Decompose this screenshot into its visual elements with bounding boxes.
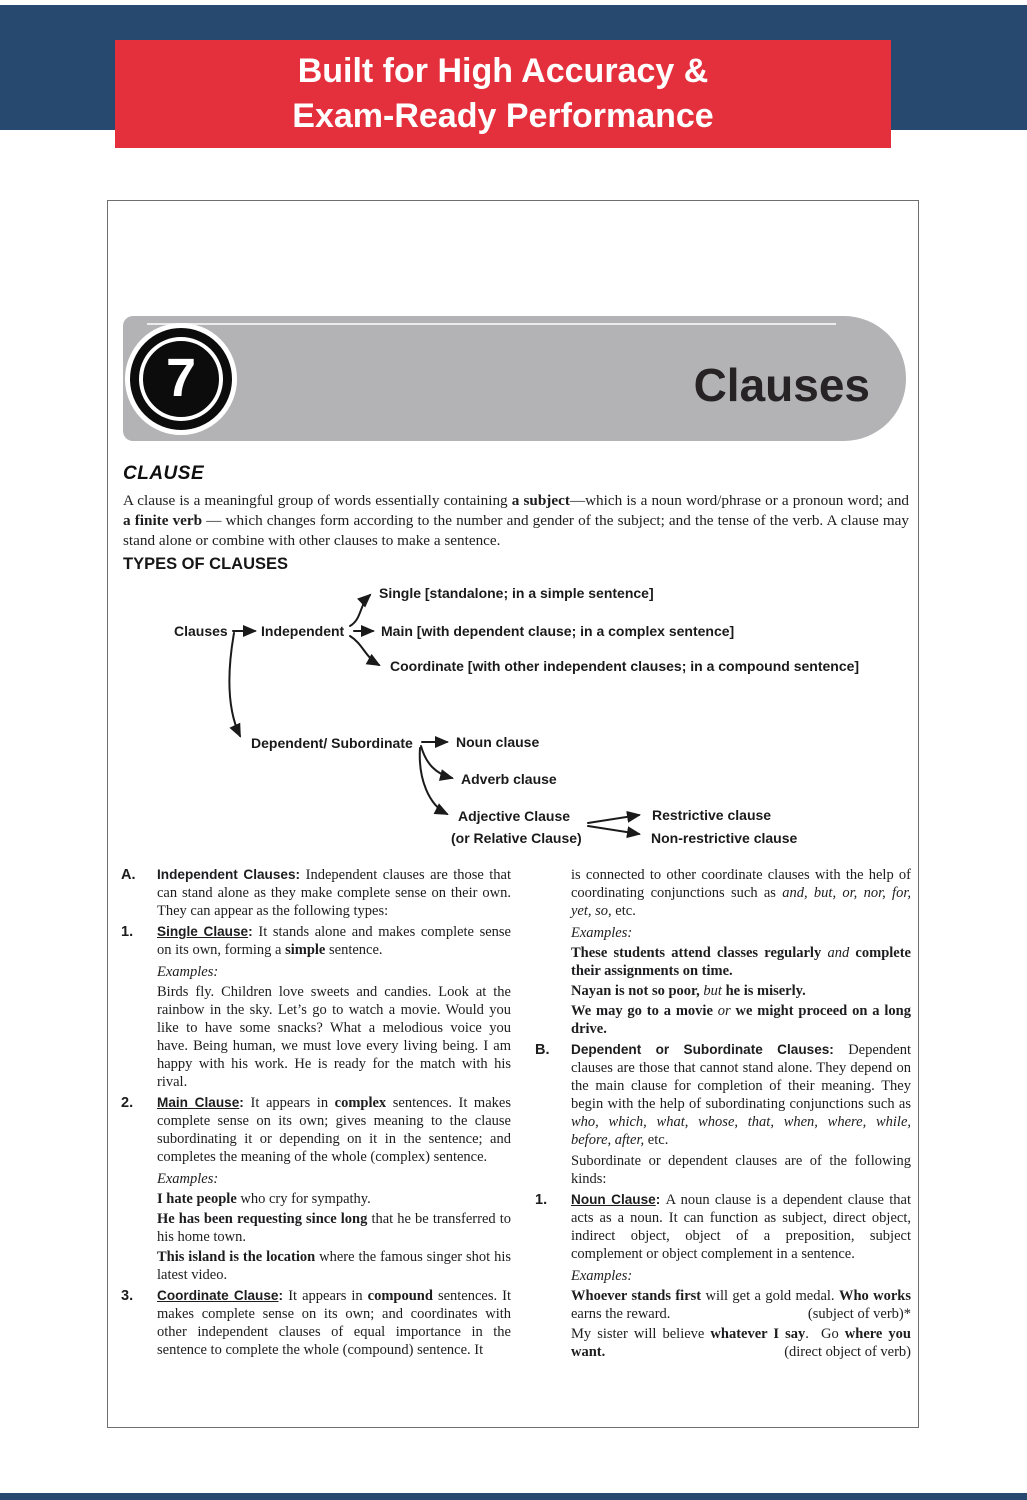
- list-marker: A.: [121, 867, 136, 883]
- diagram-node-adverb-clause: Adverb clause: [461, 771, 557, 787]
- text-run: :: [278, 1288, 289, 1303]
- text-run: , etc.: [608, 903, 636, 919]
- paragraph-text: [157, 1248, 511, 1284]
- list-marker: [121, 963, 157, 981]
- paragraph-text: [571, 944, 911, 980]
- text-run: and, but, or, nor, for, yet, so: [571, 885, 911, 919]
- diagram-node-independent: Independent: [261, 623, 345, 639]
- diagram-node-non-restrictive: Non-restrictive clause: [651, 830, 798, 846]
- text-run: Single Clause: [157, 924, 249, 939]
- text-run: My sister will believe: [571, 1326, 711, 1342]
- list-marker: [121, 1170, 157, 1188]
- subordinate-kinds-intro: [535, 1152, 911, 1188]
- diagram-node-adjective-clause: Adjective Clause: [458, 808, 571, 824]
- list-marker: [535, 1267, 571, 1285]
- right-column: [535, 863, 911, 1361]
- text-run: . Go: [805, 1326, 845, 1342]
- list-marker: [121, 1210, 157, 1246]
- paragraph-text: [571, 1191, 911, 1263]
- text-run: It appears in: [288, 1288, 368, 1304]
- annotation: (subject of verb)*: [807, 1306, 911, 1322]
- banner-line-1: Built for High Accuracy &: [297, 52, 709, 90]
- text-run: Nayan is not so poor,: [571, 983, 700, 999]
- diagram-node-coordinate: Coordinate [with other independent clauses; in a compound sentence]: [390, 658, 860, 674]
- text-run: Examples:: [571, 1268, 633, 1284]
- text-run: sentence.: [325, 942, 383, 958]
- text-run: who, which, what, whose, that, when, where, while, before, after,: [571, 1114, 911, 1148]
- paragraph-text: [157, 923, 511, 959]
- text-run: :: [655, 1192, 666, 1207]
- text-run: Examples:: [157, 1171, 219, 1187]
- paragraph-text: [571, 1002, 911, 1038]
- paragraph-text: [571, 1325, 911, 1361]
- list-marker: [121, 1190, 157, 1208]
- paragraph-text: [157, 1287, 511, 1359]
- text-run: Coordinate Clause: [157, 1288, 279, 1303]
- list-marker: B.: [535, 1042, 550, 1058]
- annotation: (direct object of verb): [784, 1344, 911, 1360]
- text-run: simple: [285, 942, 326, 958]
- example-sentence: [121, 1210, 511, 1246]
- paragraph-text: [157, 963, 511, 981]
- text-run: Birds fly. Children love sweets and candies. Look at the rainbow in the sky. Let’s go to watch a movie. Would you like to have some snacks? What a melodious voice you have. Being human, we must love every living being. I am happy with his work. He is ready for the match with his rival.: [157, 984, 511, 1090]
- chapter-title: Clauses: [693, 358, 870, 411]
- text-run: It stands alone and makes complete sense on its own, forming a: [157, 924, 511, 958]
- diagram-node-restrictive: Restrictive clause: [652, 807, 772, 823]
- list-marker: 3.: [121, 1288, 134, 1304]
- example-sentence: [535, 1002, 911, 1038]
- text-run: complex: [334, 1095, 387, 1111]
- text-run: where the famous singer shot his latest video.: [157, 1249, 511, 1283]
- text-run: Main Clause: [157, 1095, 240, 1110]
- paragraph-text: [157, 983, 511, 1091]
- diagram-node-main: Main [with dependent clause; in a complex sentence]: [381, 623, 735, 639]
- text-run: Independent clauses are those that can stand alone as they make complete sense on their own. They can appear as the following types:: [157, 867, 511, 919]
- text-run: Noun Clause: [571, 1192, 656, 1207]
- list-marker: 1.: [535, 1192, 548, 1208]
- diagram-node-noun-clause: Noun clause: [456, 734, 540, 750]
- list-marker: [535, 1152, 571, 1188]
- text-run: that he be transferred to his home town.: [157, 1211, 512, 1245]
- paragraph-text: [571, 866, 911, 920]
- example-sentence: [535, 944, 911, 980]
- text-run: Subordinate or dependent clauses are of the following kinds:: [571, 1153, 911, 1187]
- list-marker: [535, 1002, 571, 1038]
- paragraph-text: [157, 866, 511, 920]
- item-coordinate-clause: [121, 1287, 511, 1359]
- text-run: He has been requesting since long: [157, 1211, 368, 1227]
- item-main-clause: [121, 1094, 511, 1166]
- text-run: This island is the location: [157, 1249, 316, 1265]
- list-marker: [121, 983, 157, 1091]
- list-marker: [121, 1248, 157, 1284]
- paragraph-text: [571, 982, 911, 1000]
- list-marker: [535, 866, 571, 920]
- paragraph-text: [157, 1190, 511, 1208]
- two-column-body: [121, 863, 911, 1361]
- intro-paragraph: [123, 491, 909, 551]
- text-run: A noun clause is a dependent clause that acts as a noun. It can function as subject, direct object, indirect object, object of a preposition, subject complement or object complement in a sentence.: [571, 1192, 911, 1262]
- text-run: we might proceed on a long drive.: [571, 1003, 911, 1037]
- text-run: will get a gold medal.: [701, 1288, 839, 1304]
- diagram-node-single: Single [standalone; in a simple sentence]: [379, 585, 654, 601]
- text-run: and: [827, 945, 850, 961]
- chapter-number-badge: [125, 323, 237, 435]
- text-run: earns the reward.: [571, 1306, 671, 1322]
- example-sentence: [535, 1287, 911, 1323]
- clause-heading: CLAUSE: [123, 463, 205, 484]
- text-run: It appears in: [250, 1095, 335, 1111]
- text-run: or: [717, 1003, 731, 1019]
- text-run: whatever I say: [710, 1326, 806, 1342]
- text-run: a subject: [511, 492, 570, 509]
- text-run: Dependent clauses are those that cannot stand alone. They depend on the main clause for completion of their meaning. They begin with the help of subordinating conjunctions such as: [571, 1042, 911, 1112]
- page: [107, 200, 919, 1428]
- list-marker: [535, 1325, 571, 1361]
- paragraph-text: [571, 924, 911, 942]
- list-marker: [535, 982, 571, 1000]
- text-run: Whoever stands first: [571, 1288, 702, 1304]
- paragraph-text: [571, 1287, 911, 1323]
- text-run: Independent Clauses:: [157, 867, 306, 882]
- paragraph-text: [157, 1094, 511, 1166]
- examples-label: [535, 1267, 911, 1285]
- paragraph-text: [157, 1170, 511, 1188]
- example-sentence: [121, 1190, 511, 1208]
- examples-label: [121, 963, 511, 981]
- example-sentence: [121, 1248, 511, 1284]
- examples-label: [121, 1170, 511, 1188]
- text-run: I hate people: [157, 1191, 237, 1207]
- item-single-clause: [121, 923, 511, 959]
- text-run: —which is a noun word/phrase or a pronoun word; and: [569, 492, 910, 509]
- example-sentence: [535, 1325, 911, 1361]
- chapter-number: 7: [165, 348, 197, 408]
- text-run: These students attend classes regularly: [571, 945, 828, 961]
- banner-line-2: Exam-Ready Performance: [292, 97, 714, 135]
- examples-label: [535, 924, 911, 942]
- promo-banner: [115, 40, 891, 148]
- list-marker: 1.: [121, 924, 134, 940]
- text-run: a finite verb: [123, 512, 203, 529]
- text-run: is connected to other coordinate clauses with the help of coordinating conjunctions such as: [571, 867, 911, 901]
- text-run: complete their assignments on time.: [571, 945, 911, 979]
- diagram-node-clauses: Clauses: [174, 623, 228, 639]
- clause-types-diagram: [123, 581, 906, 863]
- text-run: :: [248, 924, 259, 939]
- text-run: A clause is a meaningful group of words essentially containing: [123, 492, 512, 509]
- text-run: sentences. It makes complete sense on its own; gives meaning to the clause subordinating it or depending on it in the sentence; and completes the meaning of the whole (complex) sentence.: [157, 1095, 511, 1165]
- example-sentence: [535, 982, 911, 1000]
- text-run: etc.: [644, 1132, 669, 1148]
- section-a-independent-clauses: [121, 866, 511, 920]
- text-run: sentences. It makes complete sense on its own; and coordinates with other independent clauses of equal importance in the sentence to complete the whole (compound) sentence. It: [157, 1288, 511, 1358]
- text-run: but: [699, 983, 722, 999]
- paragraph-text: [571, 1267, 911, 1285]
- text-run: We may go to a movie: [571, 1003, 718, 1019]
- coordinate-clause-continuation: [535, 866, 911, 920]
- list-marker: [535, 1287, 571, 1323]
- paragraph-text: [571, 1152, 911, 1188]
- list-marker: [535, 924, 571, 942]
- text-run: compound: [367, 1288, 433, 1304]
- text-run: Examples:: [571, 925, 633, 941]
- bottom-navy-strip: [0, 1493, 1027, 1500]
- text-run: :: [239, 1095, 251, 1110]
- diagram-node-dependent: Dependent/ Subordinate: [251, 735, 413, 751]
- left-column: [121, 863, 511, 1361]
- example-paragraph: [121, 983, 511, 1091]
- text-run: he is miserly.: [721, 983, 806, 999]
- text-run: Dependent or Subordinate Clauses:: [571, 1042, 849, 1057]
- list-marker: [535, 944, 571, 980]
- section-b-dependent-clauses: [535, 1041, 911, 1149]
- types-of-clauses-heading: TYPES OF CLAUSES: [123, 555, 289, 573]
- diagram-node-relative-clause-alt: (or Relative Clause): [451, 830, 582, 846]
- text-run: — which changes form according to the number and gender of the subject; and the tense of the verb. A clause may stand alone or combine with other clauses to make a sentence.: [123, 512, 909, 549]
- list-marker: 2.: [121, 1095, 134, 1111]
- paragraph-text: [157, 1210, 511, 1246]
- text-run: where you want.: [571, 1326, 911, 1360]
- paragraph-text: [571, 1041, 911, 1149]
- text-run: Examples:: [157, 964, 219, 980]
- item-noun-clause: [535, 1191, 911, 1263]
- text-run: Who works: [838, 1288, 911, 1304]
- text-run: who cry for sympathy.: [236, 1191, 371, 1207]
- chapter-header-bar: [123, 316, 906, 441]
